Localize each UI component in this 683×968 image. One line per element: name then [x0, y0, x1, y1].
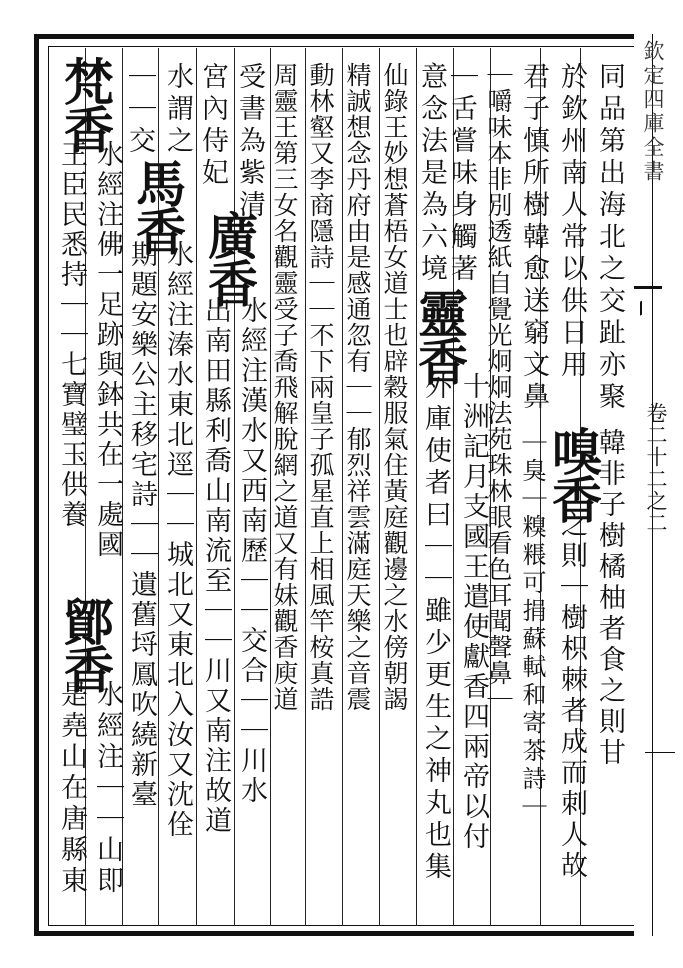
text-column: 水謂之: [162, 62, 193, 158]
text-column: 水經注佛一足跡與鉢共在一處國: [92, 140, 123, 560]
text-column: 韓非子樹橘柚者食之則甘: [594, 428, 625, 769]
text-column: 周靈王第三女名觀靈受子喬飛解脫網之道又有妹觀香庾道: [270, 62, 299, 712]
margin-book-title: 欽定四庫全書: [641, 40, 665, 184]
entry-heading: 馬香: [128, 158, 187, 254]
entry-heading: 鄮香: [56, 596, 115, 692]
text-column: 動林壑又李商隱詩｜｜不下兩皇子孤星直上相風竿桉真誥: [306, 62, 335, 712]
text-column: 意念法是為六境: [416, 62, 447, 286]
entry-heading: 梵香: [56, 56, 115, 152]
text-column: 十洲記月支國王遣使獻香四兩帝以付: [458, 372, 489, 852]
text-column: 出南田縣利喬山南流至｜｜川又南注故道: [200, 296, 231, 836]
text-column: 外庫使者曰｜｜雖少更生之神丸也集: [420, 372, 451, 884]
text-column: 精誠想念丹府由是感通忽有｜｜郁烈祥雲滿庭天樂之音震: [343, 62, 372, 712]
text-column: 於欽州南人常以供日用: [556, 62, 587, 382]
text-column: 宮內侍妃: [197, 62, 228, 190]
entry-heading: 嗅香: [544, 426, 603, 522]
text-column: 君子慎所樹韓愈送窮文鼻: [518, 62, 549, 414]
edge-tick: [645, 752, 675, 753]
text-column: 水經注溱水東北逕｜｜城北又東北入汝又沈佺: [162, 240, 193, 840]
text-column: 仙錄王妙想蒼梧女道士也辟穀服氣住黃庭觀邊之水傍朝謁: [380, 62, 409, 712]
text-column: 是堯山在唐縣東: [56, 680, 87, 897]
text-column: ｜｜交: [124, 62, 155, 158]
text-column: ｜舌嘗味身觸著: [446, 62, 477, 286]
text-column: ｜嚼味本非別透紙自覺光炯炯法苑珠林眼看色耳聞聲鼻｜: [484, 62, 513, 712]
entry-heading: 靈香: [410, 288, 469, 384]
text-column: 期題安樂公主移宅詩｜｜遺舊埒鳳吹繞新臺: [126, 240, 157, 810]
text-column: 水經注漢水又西南歷｜｜交合｜｜川水: [236, 296, 267, 806]
text-column: 同品第出海北之交趾亦聚: [594, 62, 625, 414]
margin-volume-number: 卷二十二之二: [644, 402, 668, 534]
text-column: 王臣民悉持｜｜七寶璧玉供養: [56, 140, 87, 530]
text-column: 之則｜樹枳棘者成而刺人故: [556, 510, 587, 882]
text-column: 受書為紫清: [234, 62, 265, 222]
text-column: ｜臭｜糗粻可捐蘇軾和寄茶詩｜: [518, 430, 546, 822]
text-column: 水經注｜｜山即: [92, 680, 123, 897]
entry-heading: 廣香: [200, 210, 259, 306]
